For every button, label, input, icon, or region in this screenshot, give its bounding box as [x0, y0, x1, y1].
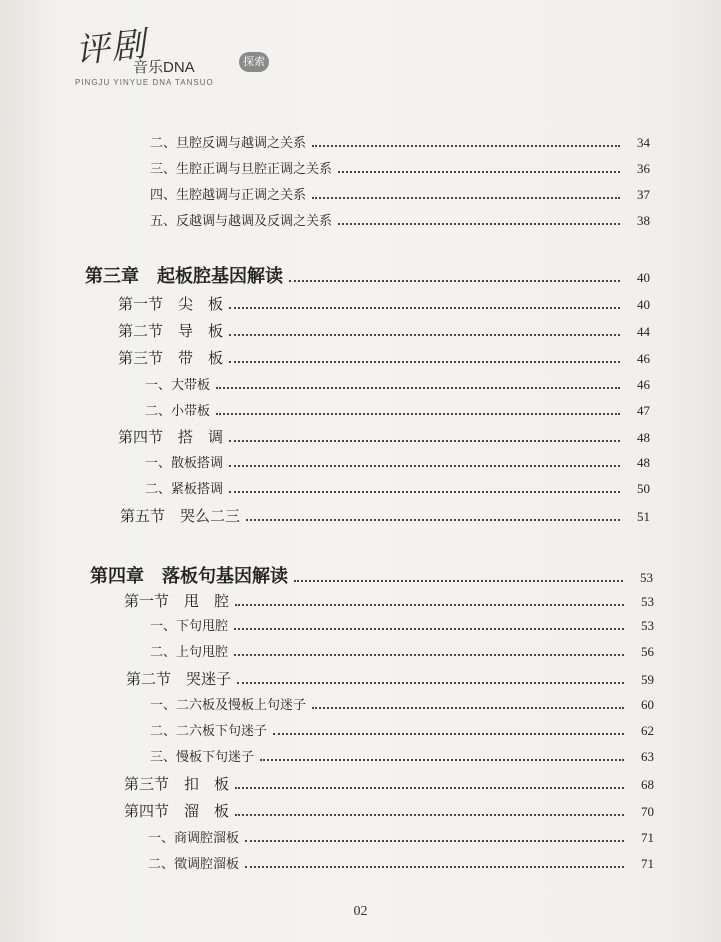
toc-entry-page: 62 — [641, 723, 654, 738]
toc-entry — [150, 615, 654, 634]
toc-leader — [234, 620, 624, 630]
toc-section-page: 59 — [641, 672, 654, 687]
toc-section — [118, 320, 650, 341]
toc-leader — [237, 674, 624, 684]
toc-section-label: 第四节 搭 调 — [118, 428, 224, 446]
toc-entry — [150, 210, 650, 229]
toc-section-page: 53 — [641, 594, 654, 609]
toc-section-label: 第三节 带 板 — [118, 349, 224, 367]
toc-entry-label: 二、紧板搭调 — [145, 482, 224, 497]
toc-entry — [150, 694, 654, 713]
toc-entry — [150, 746, 654, 765]
toc-section — [126, 668, 654, 689]
toc-entry-label: 一、散板搭调 — [145, 456, 224, 471]
toc-section — [118, 426, 650, 447]
toc-entry-label: 一、商调腔溜板 — [148, 831, 240, 846]
toc-entry-page: 47 — [637, 403, 650, 418]
toc-section-page: 40 — [637, 297, 650, 312]
toc-entry-label: 一、大带板 — [145, 378, 211, 393]
toc-leader — [246, 511, 620, 521]
toc-entry-label: 三、生腔正调与旦腔正调之关系 — [150, 162, 333, 177]
toc-entry-page: 46 — [637, 377, 650, 392]
toc-entry — [145, 452, 650, 471]
toc-leader — [229, 483, 620, 493]
toc-section-label: 第五节 哭么二三 — [120, 507, 241, 525]
toc-entry-page: 71 — [641, 856, 654, 871]
logo-pinyin: PINGJU YINYUE DNA TANSUO — [75, 78, 214, 87]
toc-leader — [216, 405, 620, 415]
toc-entry — [150, 720, 654, 739]
toc-section-page: 51 — [637, 509, 650, 524]
toc-entry — [150, 158, 650, 177]
toc-leader — [229, 457, 620, 467]
toc-chapter-page: 53 — [640, 570, 653, 585]
toc-entry-label: 五、反越调与越调及反调之关系 — [150, 214, 333, 229]
toc-entry-page: 50 — [637, 481, 650, 496]
toc-section-page: 68 — [641, 777, 654, 792]
toc-entry-label: 四、生腔越调与正调之关系 — [150, 188, 307, 203]
toc-entry-label: 二、徵调腔溜板 — [148, 857, 240, 872]
toc-section — [120, 505, 650, 526]
toc-leader — [235, 806, 624, 816]
toc-section — [124, 800, 654, 821]
toc-section-page: 48 — [637, 430, 650, 445]
logo-subtitle: 音乐DNA — [133, 59, 195, 76]
logo-badge: 探索 — [239, 52, 269, 72]
toc-chapter — [85, 262, 650, 288]
toc-entry-label: 三、慢板下句迷子 — [150, 750, 255, 765]
toc-entry-page: 71 — [641, 830, 654, 845]
toc-leader — [229, 353, 620, 363]
toc-section-label: 第一节 甩 腔 — [124, 592, 230, 610]
toc-entry-page: 63 — [641, 749, 654, 764]
toc-section — [118, 347, 650, 368]
toc-leader — [260, 751, 624, 761]
toc-entry-label: 二、二六板下句迷子 — [150, 724, 268, 739]
logo-script-title: 评剧 — [73, 24, 150, 72]
toc-entry-label: 一、下句甩腔 — [150, 619, 229, 634]
toc-entry — [150, 132, 650, 151]
toc-leader — [312, 189, 620, 199]
toc-leader — [273, 725, 624, 735]
toc-section — [118, 293, 650, 314]
toc-entry — [150, 184, 650, 203]
toc-entry-page: 56 — [641, 644, 654, 659]
page-number: 02 — [353, 904, 368, 919]
toc-entry-page: 53 — [641, 618, 654, 633]
toc-entry — [148, 853, 654, 872]
toc-leader — [294, 572, 623, 582]
toc-leader — [216, 379, 620, 389]
toc-leader — [229, 326, 620, 336]
toc-entry-page: 48 — [637, 455, 650, 470]
toc-entry — [145, 374, 650, 393]
toc-section — [124, 773, 654, 794]
toc-chapter — [90, 562, 653, 588]
toc-section-page: 44 — [637, 324, 650, 339]
toc-section-label: 第三节 扣 板 — [124, 775, 230, 793]
toc-entry — [145, 478, 650, 497]
toc-entry-label: 二、小带板 — [145, 404, 211, 419]
toc-entry-page: 34 — [637, 135, 650, 150]
book-logo — [75, 20, 275, 100]
toc-entry-label: 一、二六板及慢板上句迷子 — [150, 698, 307, 713]
toc-entry — [150, 641, 654, 660]
toc-leader — [312, 699, 624, 709]
toc-section-page: 70 — [641, 804, 654, 819]
toc-leader — [229, 432, 620, 442]
toc-section-page: 46 — [637, 351, 650, 366]
toc-section-label: 第一节 尖 板 — [118, 295, 224, 313]
toc-section-label: 第四节 溜 板 — [124, 802, 230, 820]
toc-leader — [234, 646, 624, 656]
toc-leader — [235, 596, 624, 606]
toc-entry — [148, 827, 654, 846]
toc-entry — [145, 400, 650, 419]
toc-leader — [245, 832, 624, 842]
toc-leader — [338, 215, 620, 225]
toc-leader — [338, 163, 620, 173]
toc-entry-label: 二、旦腔反调与越调之关系 — [150, 136, 307, 151]
toc-section-label: 第二节 导 板 — [118, 322, 224, 340]
toc-chapter-label: 第四章 落板句基因解读 — [90, 566, 288, 587]
toc-leader — [229, 299, 620, 309]
toc-section — [124, 590, 654, 611]
toc-section-label: 第二节 哭迷子 — [126, 670, 232, 688]
toc-chapter-label: 第三章 起板腔基因解读 — [85, 266, 283, 287]
toc-entry-page: 36 — [637, 161, 650, 176]
toc-entry-label: 二、上句甩腔 — [150, 645, 229, 660]
toc-entry-page: 37 — [637, 187, 650, 202]
toc-leader — [289, 272, 620, 282]
toc-leader — [312, 137, 620, 147]
toc-entry-page: 60 — [641, 697, 654, 712]
toc-chapter-page: 40 — [637, 270, 650, 285]
toc-leader — [235, 779, 624, 789]
toc-leader — [245, 858, 624, 868]
toc-entry-page: 38 — [637, 213, 650, 228]
